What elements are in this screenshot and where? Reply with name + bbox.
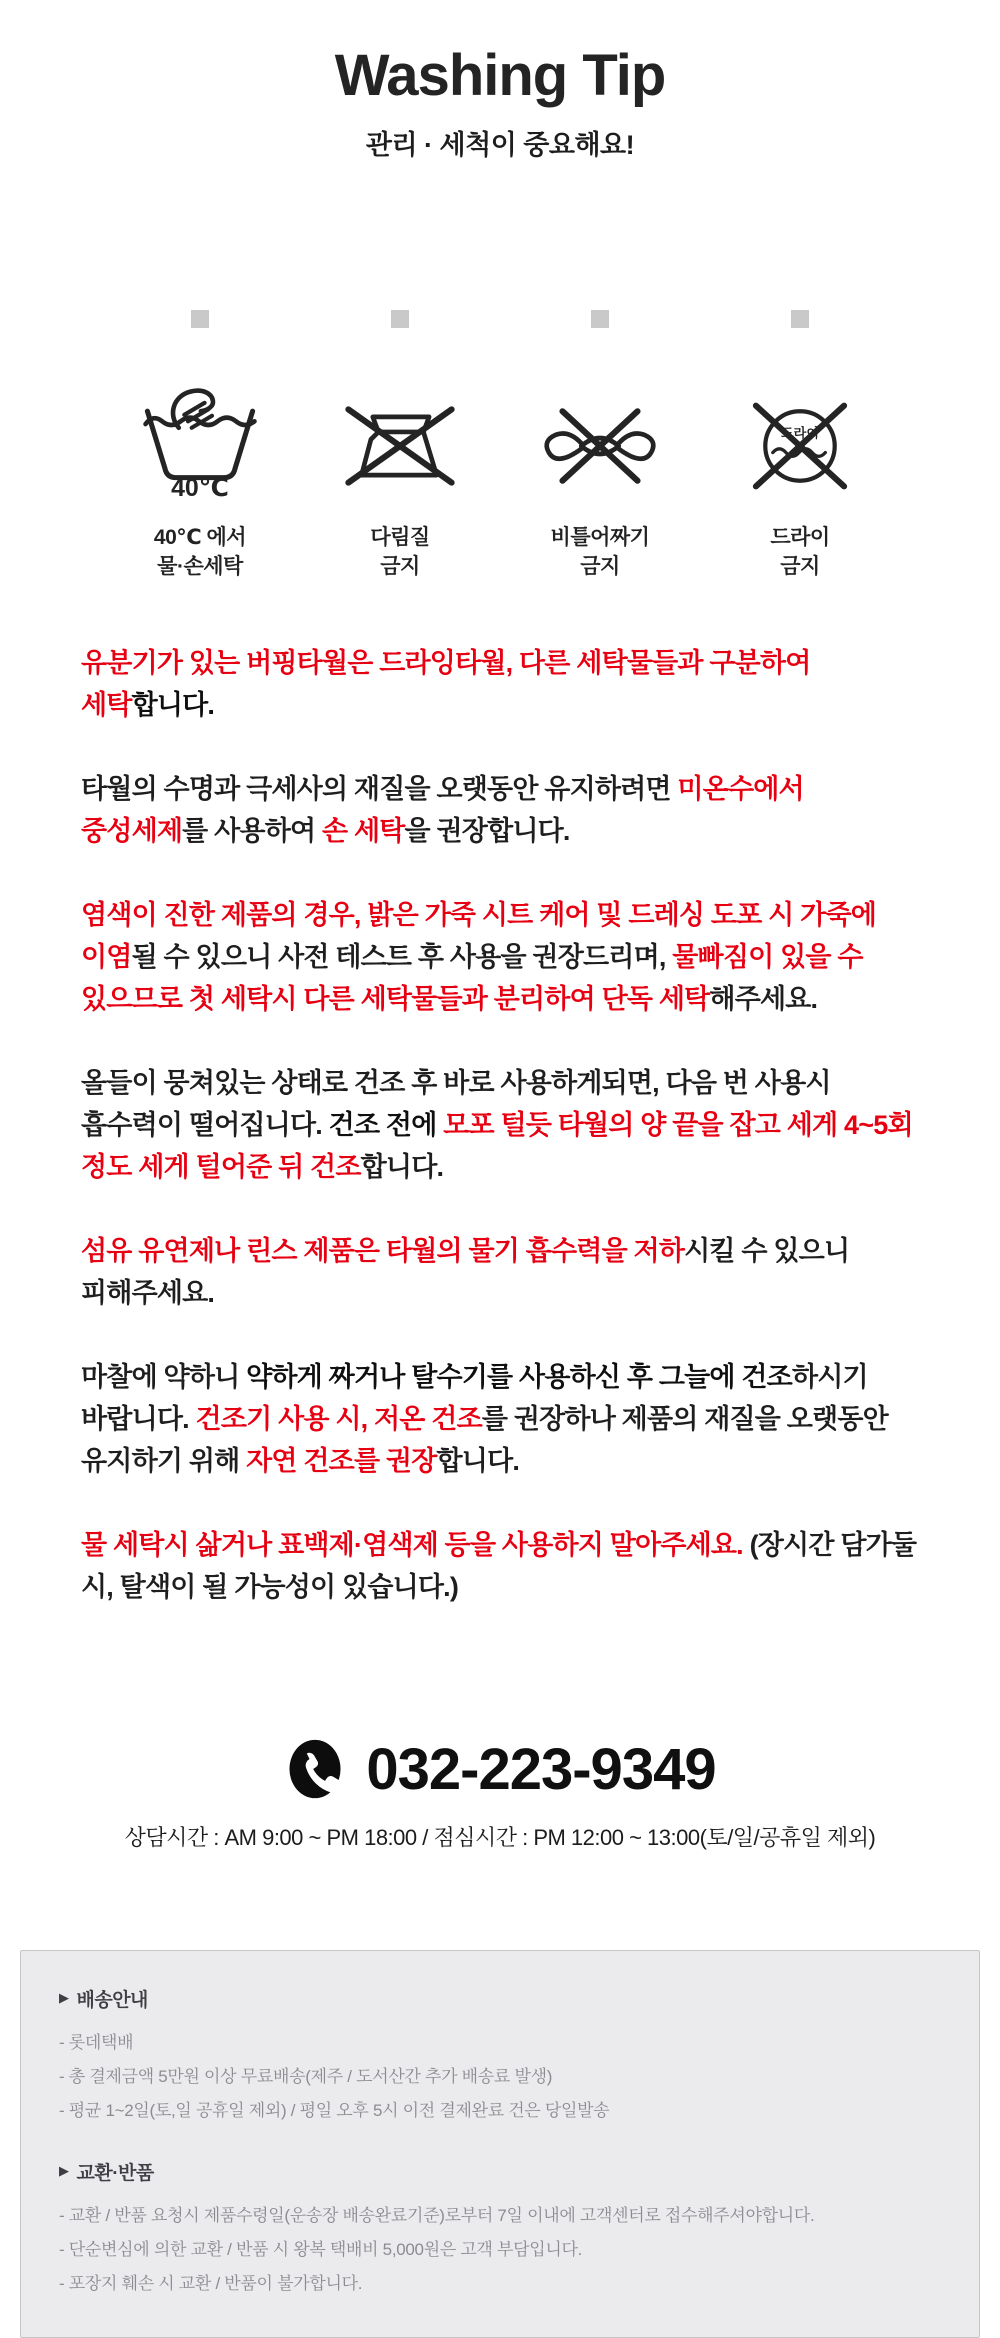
bullet-square [591,310,609,328]
care-symbol-handwash [119,310,281,582]
returns-item: - 교환 / 반품 요청시 제품수령일(운송장 배송완료기준)로부터 7일 이내에 고객센터로 접수해주셔야합니다. [59,2205,815,2225]
contact-phone-row [0,1736,1000,1803]
tip-paragraph [81,1062,919,1188]
tip-paragraph [81,768,919,852]
tip-segment: 미온수에서 중성세제 [81,773,804,846]
tip-segment: 를 사용하여 [182,815,322,846]
care-symbol-no-iron [319,310,481,582]
tip-segment: 올들이 뭉쳐있는 상태로 건조 후 바로 사용하게되면, 다음 번 사용시 흡수력이 떨어집니다. [81,1067,831,1140]
shipping-item: - 롯데택배 [59,2032,134,2052]
shipping-section [59,1985,941,2128]
triangle-bullet-icon: ▶ [59,1990,69,2006]
care-label: 다림질 금지 [370,526,430,578]
tip-segment: 물 세탁시 삶거나 표백제·염색제 등을 사용하지 말아주세요. [81,1529,743,1560]
returns-section [59,2158,941,2301]
tip-segment: 약하게 짜거나 탈수기를 사용하신 후 그늘에 건조 [246,1361,792,1392]
dry-text: 드라이 [780,425,820,441]
tip-segment: 유분기가 있는 버핑타월은 드라잉타월, 다른 세탁물들과 구분하여 세탁 [81,647,811,720]
tip-segment: 섬유 유연제나 린스 제품은 타월의 물기 흡수력을 저하 [81,1235,685,1266]
shipping-item: - 평균 1~2일(토,일 공휴일 제외) / 평일 오후 5시 이전 결제완료 건은 당일발송 [59,2100,610,2120]
tip-paragraph [81,1524,919,1608]
tip-segment: 해주세요. [709,983,818,1014]
tip-segment: 합니다. [360,1151,444,1182]
tip-segment: 손 세탁 [321,815,405,846]
returns-item: - 포장지 훼손 시 교환 / 반품이 불가합니다. [59,2273,363,2293]
returns-section-title: ▶ 교환·반품 [59,2162,154,2184]
phone-icon [284,1736,346,1802]
tip-segment: 마찰에 약하니 [81,1361,247,1392]
tip-paragraph [81,894,919,1020]
shipping-section-title: ▶ 배송안내 [59,1989,148,2011]
care-label: 40℃ 에서 물·손세탁 [153,526,247,578]
bullet-square [191,310,209,328]
tip-segment: 하시기 바랍니다. [81,1361,868,1434]
tip-segment: (장시간 담가둘 시, 탈색이 될 가능성이 있습니다.) [81,1529,917,1602]
no-iron-icon [339,372,461,498]
tip-segment: 건조 전에 [328,1109,444,1140]
tip-paragraph [81,1230,919,1314]
tip-segment: 합니다. [131,689,215,720]
bullet-square [391,310,409,328]
page-subtitle: 관리 · 세척이 중요해요! [365,130,635,160]
tip-segment: 물빠짐이 있을 수 있으므로 첫 세탁시 다른 세탁물들과 분리하여 단독 세탁 [81,941,863,1014]
tip-segment: 건조기 사용 시, 저온 건조 [195,1403,482,1434]
temperature-text: 40℃ [171,474,229,503]
shipping-item: - 총 결제금액 5만원 이상 무료배송(제주 / 도서산간 추가 배송료 발생) [59,2066,553,2086]
business-hours: 상담시간 : AM 9:00 ~ PM 18:00 / 점심시간 : PM 12:00 ~ 13:00(토/일/공휴일 제외) [124,1824,876,1850]
washing-tip-page [0,42,1000,2293]
no-wring-icon [539,372,661,498]
tip-segment: 모포 털듯 타월의 양 끝을 잡고 세게 4~5회 정도 세게 털어준 뒤 건조 [81,1109,913,1182]
triangle-bullet-icon: ▶ [59,2163,69,2179]
tip-paragraph [81,642,919,726]
tip-segment: 염색이 진한 제품의 경우, 밝은 가죽 시트 케어 및 드레싱 도포 시 가죽에 이염 [81,899,877,972]
phone-number: 032-223-9349 [366,1736,716,1802]
care-symbol-no-dryclean [719,310,881,582]
hand-wash-40-icon [140,372,260,503]
care-label: 비틀어짜기 금지 [550,526,650,578]
bullet-square [791,310,809,328]
tip-segment: 시킬 수 있으니 피해주세요. [81,1235,850,1308]
returns-item: - 단순변심에 의한 교환 / 반품 시 왕복 택배비 5,000원은 고객 부담입니다. [59,2239,583,2259]
care-label: 드라이 금지 [770,526,830,578]
tip-segment: 자연 건조를 권장 [246,1445,437,1476]
care-symbols-row [0,310,1000,582]
care-symbol-no-wring [519,310,681,582]
washing-tips [81,642,919,1608]
tip-segment: 을 권장합니다. [404,815,570,846]
tip-segment: 를 권장하나 제품의 재질을 오랫동안 유지하기 위해 [81,1403,888,1476]
shipping-returns-box [20,1950,980,2338]
tip-segment: 타월의 수명과 극세사의 재질을 오랫동안 유지하려면 [81,773,678,804]
tip-segment: 합니다. [436,1445,520,1476]
page-title: Washing Tip [334,43,666,108]
tip-paragraph [81,1356,919,1482]
tip-segment: 될 수 있으니 사전 테스트 후 사용을 권장드리며, [131,941,673,972]
no-dry-cleaning-icon [739,372,861,498]
